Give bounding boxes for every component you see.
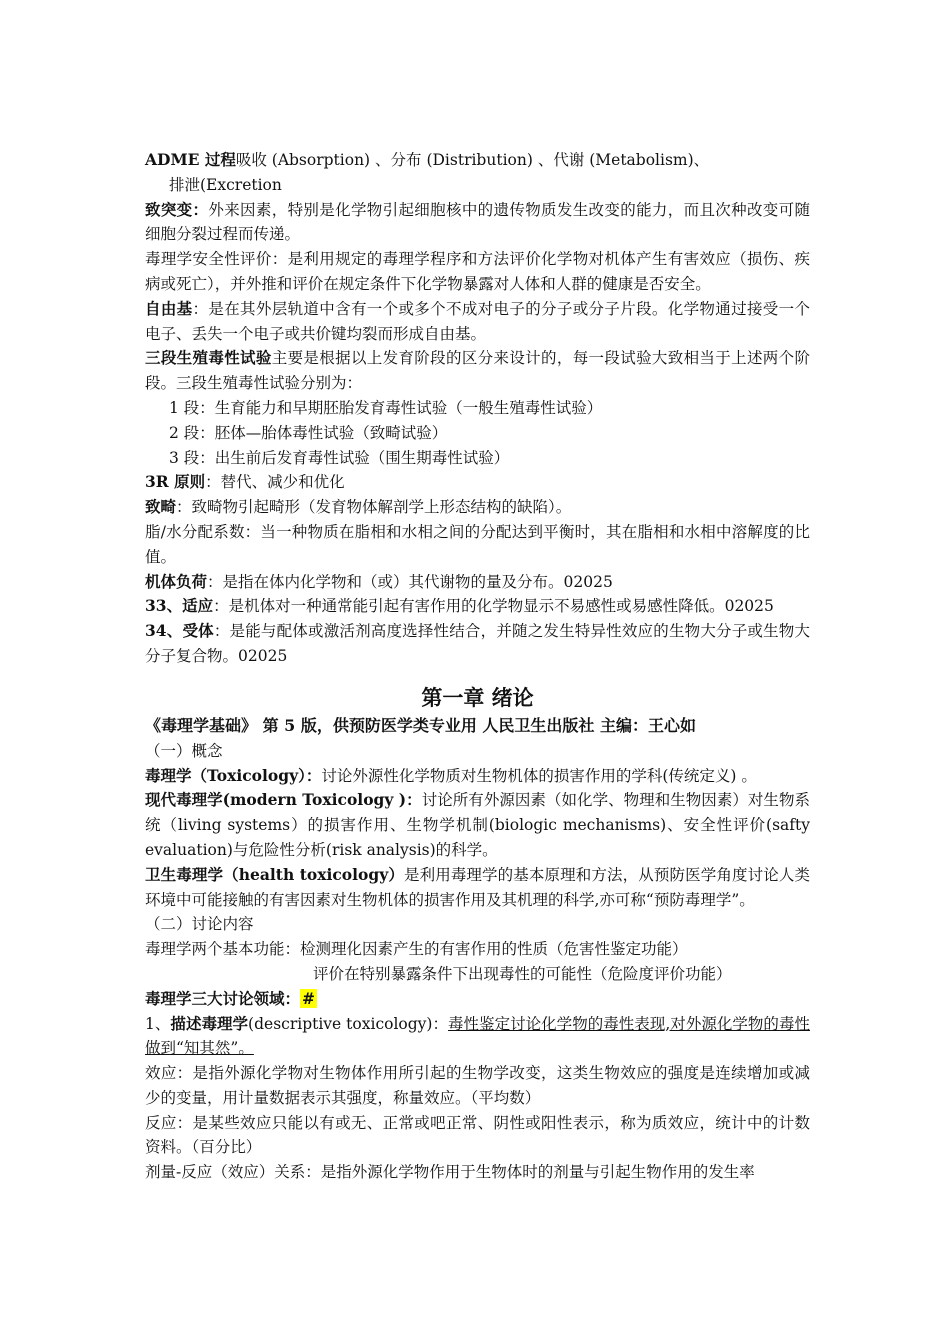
descriptive-term: 描述毒理学 — [170, 1013, 249, 1033]
teratogen-term: 致畸 — [145, 497, 177, 517]
toxicology-paragraph — [145, 764, 810, 789]
effect-paragraph: 效应：是指外源化学物对生物体作用所引起的生物学改变，这类生物效应的强度是连续增加或减少的变量，用计量数据表示其强度，称量效应。（平均数） — [145, 1064, 810, 1107]
content-heading: （二）讨论内容 — [145, 915, 254, 934]
descriptive-mid: (descriptive toxicology)： — [248, 1014, 449, 1033]
response-paragraph: 反应：是某些效应只能以有或无、正常或吧正常、阴性或阳性表示，称为质效应，统计中的计数资料。（百分比） — [145, 1113, 810, 1157]
adme-term: ADME 过程 — [145, 150, 236, 169]
highlight-mark: # — [302, 988, 316, 1008]
fields-heading — [145, 987, 810, 1012]
document-page — [145, 148, 810, 1185]
3r-paragraph — [145, 470, 810, 495]
radical-paragraph — [145, 297, 810, 347]
chapter-title: 第一章 绪论 — [421, 684, 534, 710]
dose-response-paragraph: 剂量-反应（效应）关系：是指外源化学物作用于生物体时的剂量与引起生物作用的发生率 — [145, 1163, 755, 1182]
health-toxicology-term: 卫生毒理学（health toxicology） — [145, 864, 404, 884]
health-toxicology-paragraph — [145, 863, 810, 913]
modern-toxicology-term: 现代毒理学(modern Toxicology )： — [145, 790, 422, 810]
partition-paragraph: 脂/水分配系数：当一种物质在脂相和水相之间的分配达到平衡时，其在脂相和水相中溶解度的比值。 — [145, 522, 810, 566]
concept-heading: （一）概念 — [145, 741, 223, 760]
health-toxicology-text: 是利用毒理学的基本原理和方法，从预防医学角度讨论人类环境中可能接触的有害因素对生物机体的损害作用及其机理的科学,亦可称“预防毒理学”。 — [145, 865, 810, 909]
teratogen-paragraph — [145, 495, 810, 520]
burden-term: 机体负荷 — [145, 571, 208, 591]
descriptive-text: 毒性鉴定讨论化学物的毒性表现,对外源化学物的毒性做到“知其然”。 — [145, 1014, 810, 1058]
adme-line — [145, 148, 810, 173]
modern-toxicology-paragraph — [145, 788, 810, 862]
burden-text: ：是指在体内化学物和（或）其代谢物的量及分布。02025 — [207, 572, 613, 591]
radical-text: ：是在其外层轨道中含有一个或多个不成对电子的分子或分子片段。化学物通过接受一个电子、丢失一个电子或共价键均裂而形成自由基。 — [145, 299, 810, 343]
three-segment-term: 三段生殖毒性试验 — [145, 348, 272, 368]
descriptive-prefix: 1、 — [145, 1014, 171, 1033]
functions-line-1: 毒理学两个基本功能：检测理化因素产生的有害作用的性质（危害性鉴定功能） — [145, 940, 688, 959]
descriptive-toxicology-paragraph — [145, 1012, 810, 1062]
radical-term: 自由基 — [145, 298, 193, 318]
3r-term: 3R 原则 — [145, 472, 206, 492]
fields-term: 毒理学三大讨论领域： — [145, 988, 301, 1008]
functions-line-2: 评价在特别暴露条件下出现毒性的可能性（危险度评价功能） — [313, 964, 732, 983]
burden-paragraph — [145, 570, 810, 595]
three-segment-text: 主要是根据以上发育阶段的区分来设计的，每一段试验大致相当于上述两个阶段。三段生殖毒性试验分别为： — [145, 349, 810, 393]
three-segment-paragraph — [145, 346, 810, 396]
mutagen-text: 外来因素，特别是化学物引起细胞核中的遗传物质发生改变的能力，而且次种改变可随细胞分裂过程而传递。 — [145, 200, 810, 244]
segment-2: 2 段：胚体—胎体毒性试验（致畸试验） — [169, 423, 448, 442]
adaptation-text: ：是机体对一种通常能引起有害作用的化学物显示不易感性或易感性降低。02025 — [213, 597, 774, 616]
segment-3: 3 段：出生前后发育毒性试验（围生期毒性试验） — [169, 448, 510, 467]
segment-1: 1 段：生育能力和早期胚胎发育毒性试验（一般生殖毒性试验） — [169, 398, 603, 417]
mutagen-term: 致突变： — [145, 199, 209, 219]
receptor-text: ：是能与配体或激活剂高度选择性结合，并随之发生特异性效应的生物大分子或生物大分子复合物。02025 — [145, 622, 810, 665]
adme-line-2: 排泄(Excretion — [169, 175, 282, 194]
receptor-term: 34、受体 — [145, 621, 214, 641]
toxicology-term: 毒理学（Toxicology）： — [145, 765, 322, 785]
3r-text: ：替代、减少和优化 — [205, 473, 345, 492]
adaptation-term: 33、适应 — [145, 596, 214, 616]
modern-toxicology-text: 讨论所有外源因素（如化学、物理和生物因素）对生物系统（living systems）的损害作用、生物学机制(biologic mechanisms)、安全性评价(safty evaluation)与危险性分析(risk analysis)的科学。 — [145, 791, 810, 859]
adaptation-paragraph — [145, 594, 810, 619]
adme-text: 吸收 (Absorption) 、分布 (Distribution) 、代谢 (Metabolism)、 — [235, 151, 710, 169]
book-title: 《毒理学基础》 第 5 版，供预防医学类专业用 人民卫生出版社 主编：王心如 — [145, 715, 696, 735]
teratogen-text: ：致畸物引起畸形（发育物体解剖学上形态结构的缺陷）。 — [176, 498, 572, 517]
mutagen-paragraph — [145, 198, 810, 248]
safety-paragraph: 毒理学安全性评价：是利用规定的毒理学程序和方法评价化学物对机体产生有害效应（损伤、疾病或死亡），并外推和评价在规定条件下化学物暴露对人体和人群的健康是否安全。 — [145, 250, 810, 293]
receptor-paragraph — [145, 619, 810, 669]
toxicology-text: 讨论外源性化学物质对生物机体的损害作用的学科(传统定义) 。 — [321, 766, 757, 785]
